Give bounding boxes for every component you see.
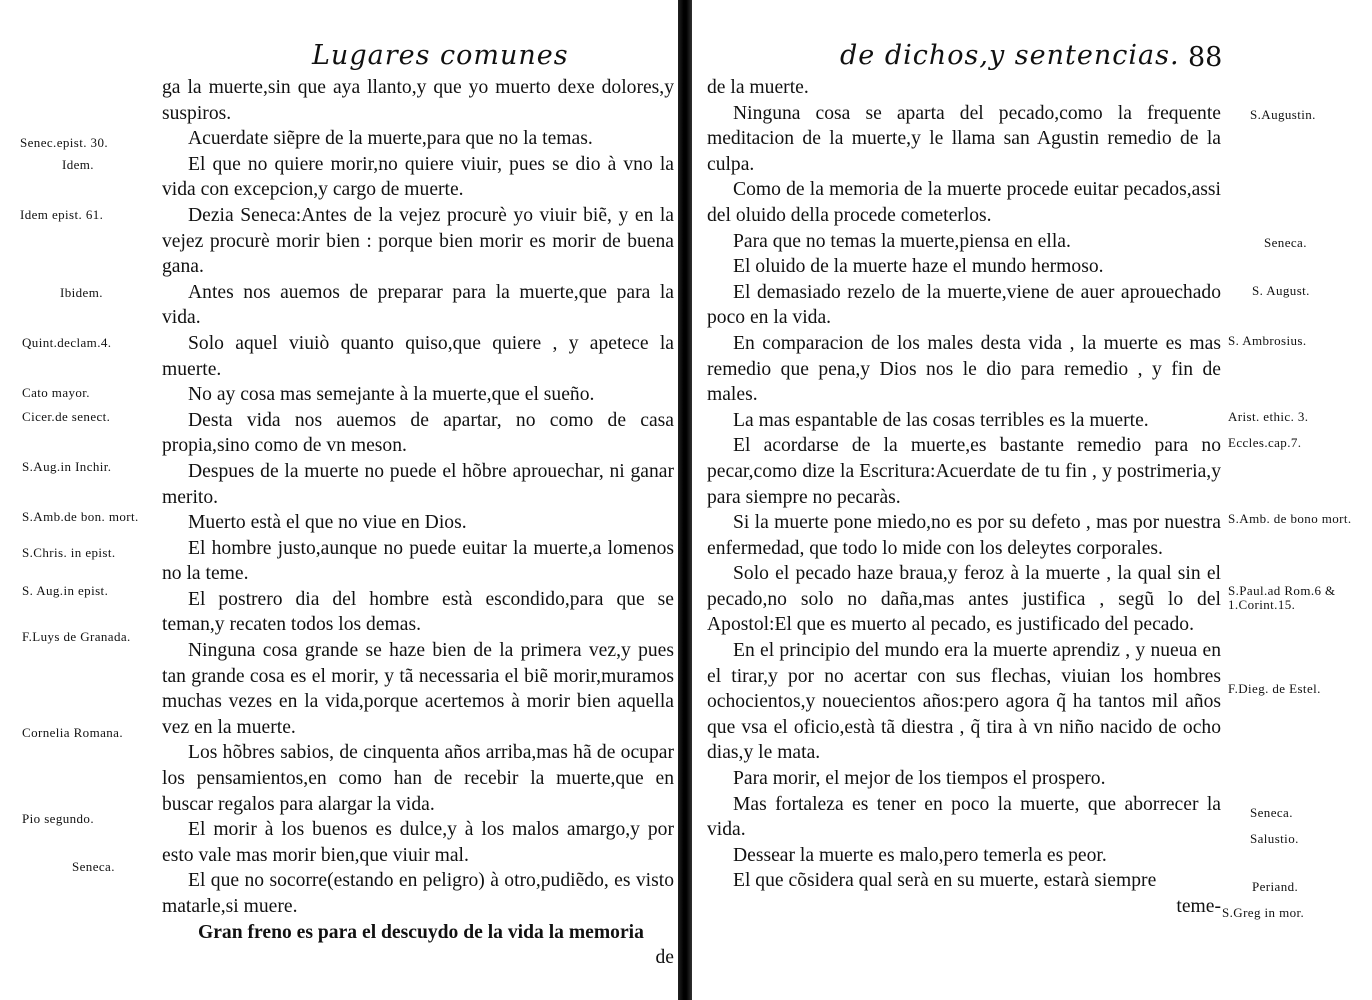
sentence-entry: Dessear la muerte es malo,pero temerla es peor. <box>733 844 1107 866</box>
catchword: teme- <box>1176 896 1221 917</box>
sentence-entry: Dezia Seneca:Antes de la vejez procurè yo viuir biẽ, y en la vejez procurè morir bien : porque bien morir es morir de buena gana. <box>162 204 674 278</box>
marginal-note: Cato mayor. <box>22 385 90 400</box>
marginal-note: S. Ambrosius. <box>1228 333 1307 348</box>
page-number: 88 <box>1188 42 1223 73</box>
sentence-entry: Mas fortaleza es tener en poco la muerte, que aborrecer la vida. <box>707 793 1221 841</box>
sentence-entry: Para que no temas la muerte,piensa en ella. <box>733 230 1071 252</box>
sentence-entry: Como de la memoria de la muerte procede euitar pecados,assi del oluido della procede cometerlos. <box>707 179 1221 226</box>
sentence-entry: El oluido de la muerte haze el mundo hermoso. <box>733 256 1104 278</box>
marginal-note: S.Aug.in Inchir. <box>22 459 112 474</box>
marginal-note: Eccles.cap.7. <box>1228 435 1302 450</box>
continuation-text: ga la muerte,sin que aya llanto,y que yo muerto dexe dolores,y suspiros. <box>162 77 674 124</box>
marginal-note: Arist. ethic. 3. <box>1228 409 1309 424</box>
sentence-entry: Muerto està el que no viue en Dios. <box>188 512 467 534</box>
final-entry: Gran freno es para el descuydo de la vida la memoria <box>198 921 644 943</box>
sentence-entry: Para morir, el mejor de los tiempos el prospero. <box>733 768 1106 790</box>
sentence-entry: Ninguna cosa grande se haze bien de la primera vez,y pues tan grande cosa es el morir, y tã necessaria el biẽ morir,muramos muchas vezes en la vida,porque acertemos à morir bien aquella vez en la muerte. <box>162 640 674 738</box>
sentence-entry: El demasiado rezelo de la muerte,viene de auer aprouechado poco en la vida. <box>707 281 1221 329</box>
marginal-note: Seneca. <box>72 859 115 874</box>
left-page-text <box>162 75 674 971</box>
right-page-text <box>707 75 1221 920</box>
sentence-entry: Desta vida nos auemos de apartar, no como de casa propia,sino como de vn meson. <box>162 409 674 457</box>
marginal-note: S.Chris. in epist. <box>22 545 116 560</box>
sentence-entry: El morir à los buenos es dulce,y à los malos amargo,y por esto vale mas morir bien,que viuir mal. <box>162 819 674 866</box>
marginal-note: F.Luys de Granada. <box>22 629 131 644</box>
marginal-note: Senec.epist. 30. <box>20 135 108 150</box>
sentence-entry: No ay cosa mas semejante à la muerte,que el sueño. <box>188 384 595 406</box>
marginal-note: F.Dieg. de Estel. <box>1228 681 1321 696</box>
marginal-note: Salustio. <box>1250 831 1299 846</box>
sentence-entry: Solo el pecado haze braua,y feroz à la muerte , la qual sin el pecado,no solo no daña,mas antes justifica , segũ lo del Apostol:El que es muerto al pecado, es justificado del pecado. <box>707 563 1221 636</box>
sentence-entry: El que no socorre(estando en peligro) à otro,pudiẽdo, es visto matarle,si muere. <box>162 870 674 917</box>
sentence-entry: En comparacion de los males desta vida , la muerte es mas remedio que pena,y Dios nos le dio para remedio , y fin de males. <box>707 332 1221 406</box>
sentence-entry: Despues de la muerte no puede el hõbre aprouechar, ni ganar merito. <box>162 460 674 508</box>
sentence-entry: Solo aquel viuiò quanto quiso,que quiere , y apetece la muerte. <box>162 332 674 380</box>
sentence-entry: El hombre justo,aunque no puede euitar la muerte,a lomenos no la teme. <box>162 537 674 585</box>
marginal-note: Periand. <box>1252 879 1299 894</box>
marginal-note: Quint.declam.4. <box>22 335 112 350</box>
marginal-note: Seneca. <box>1264 235 1307 250</box>
marginal-note: S.Amb. de bono mort. <box>1228 511 1352 526</box>
catchword: de <box>655 947 674 969</box>
marginal-note: Seneca. <box>1250 805 1293 820</box>
marginal-note: Idem. <box>62 157 94 172</box>
marginal-note: S. August. <box>1252 283 1310 298</box>
running-head-left: Lugares comunes <box>312 40 569 71</box>
sentence-entry: Antes nos auemos de preparar para la muerte,que para la vida. <box>162 281 674 329</box>
sentence-entry: El postrero dia del hombre està escondido,para que se teman,y recaten todos los demas. <box>162 588 674 636</box>
book-spine <box>678 0 692 1000</box>
marginal-note: S.Paul.ad Rom.6 & 1.Corint.15. <box>1228 583 1336 612</box>
sentence-entry: Acuerdate siẽpre de la muerte,para que no la temas. <box>188 128 593 150</box>
marginal-note: S. Aug.in epist. <box>22 583 109 598</box>
marginal-note: Pio segundo. <box>22 811 94 826</box>
sentence-entry: El que no quiere morir,no quiere viuir, pues se dio à vno la vida con excepcion,y cargo de muerte. <box>162 153 674 201</box>
sentence-entry: La mas espantable de las cosas terribles es la muerte. <box>733 409 1149 431</box>
sentence-entry: El acordarse de la muerte,es bastante remedio para no pecar,como dize la Escritura:Acuerdate de tu fin , y postrimeria,y para siempre no pecaràs. <box>707 435 1221 508</box>
sentence-entry: Ninguna cosa se aparta del pecado,como la frequente meditacion de la muerte,y le llama san Agustin remedio de la culpa. <box>707 102 1221 175</box>
marginal-note: Idem epist. 61. <box>20 207 104 222</box>
marginal-note: Ibidem. <box>60 285 103 300</box>
sentence-entry: En el principio del mundo era la muerte aprendiz , y nueua en el tirar,y por no acertar con sus flechas, viuian los hombres ochocientos,y nouecientos años:pero agora q̃ ha tantos mil años que vsa el oficio,està tã diestra , q̃ tira à vn niño nacido de ocho dias,y le mata. <box>707 640 1221 764</box>
sentence-entry: Si la muerte pone miedo,no es por su defeto , mas por nuestra enfermedad, que todo lo mide con los deleytes corporales. <box>707 512 1221 559</box>
marginal-note: S.Greg in mor. <box>1222 905 1305 920</box>
continuation-text: de la muerte. <box>707 77 809 98</box>
sentence-entry: El que cõsidera qual serà en su muerte, estarà siempre <box>733 870 1157 892</box>
running-head-right: de dichos,y sentencias. <box>840 40 1180 71</box>
marginal-note: S.Augustin. <box>1250 107 1316 122</box>
marginal-note: S.Amb.de bon. mort. <box>22 509 139 524</box>
marginal-note: Cornelia Romana. <box>22 725 123 740</box>
sentence-entry: Los hõbres sabios, de cinquenta años arriba,mas hã de ocupar los pensamientos,en como han de recebir la muerte,que en buscar regalos para alargar la vida. <box>162 742 674 815</box>
marginal-note: Cicer.de senect. <box>22 409 111 424</box>
